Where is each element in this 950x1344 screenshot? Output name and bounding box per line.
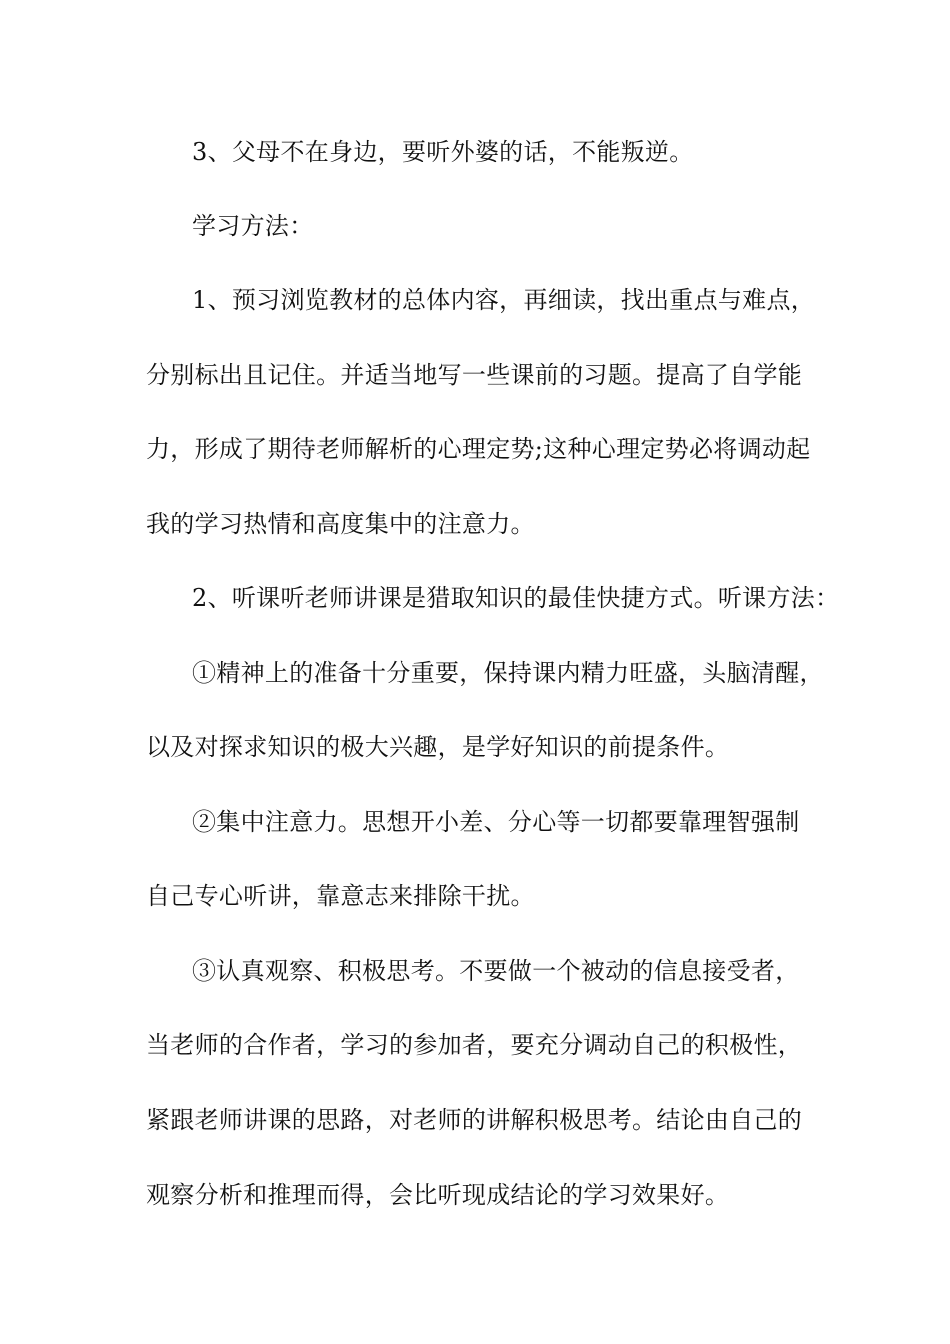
paragraph-line: ①精神上的准备十分重要，保持课内精力旺盛，头脑清醒， bbox=[192, 659, 824, 687]
paragraph-line: 紧跟老师讲课的思路，对老师的讲解积极思考。结论由自己的 bbox=[146, 1106, 803, 1134]
paragraph-line: 2、听课听老师讲课是猎取知识的最佳快捷方式。听课方法： bbox=[192, 584, 840, 612]
paragraph-line: 我的学习热情和高度集中的注意力。 bbox=[146, 510, 535, 538]
paragraph-line: ③认真观察、积极思考。不要做一个被动的信息接受者， bbox=[192, 957, 800, 985]
paragraph-line: 1、预习浏览教材的总体内容，再细读，找出重点与难点， bbox=[192, 286, 816, 314]
paragraph-line: 以及对探求知识的极大兴趣，是学好知识的前提条件。 bbox=[146, 733, 730, 761]
paragraph-line: 力，形成了期待老师解析的心理定势;这种心理定势必将调动起 bbox=[146, 435, 811, 463]
paragraph-line: ②集中注意力。思想开小差、分心等一切都要靠理智强制 bbox=[192, 808, 800, 836]
paragraph-line: 3、父母不在身边，要听外婆的话，不能叛逆。 bbox=[192, 138, 694, 166]
paragraph-line: 分别标出且记住。并适当地写一些课前的习题。提高了自学能 bbox=[146, 361, 803, 389]
paragraph-line: 当老师的合作者，学习的参加者，要充分调动自己的积极性， bbox=[146, 1031, 803, 1059]
paragraph-line: 自己专心听讲，靠意志来排除干扰。 bbox=[146, 882, 535, 910]
section-heading: 学习方法： bbox=[192, 212, 314, 240]
paragraph-line: 观察分析和推理而得，会比听现成结论的学习效果好。 bbox=[146, 1181, 730, 1209]
